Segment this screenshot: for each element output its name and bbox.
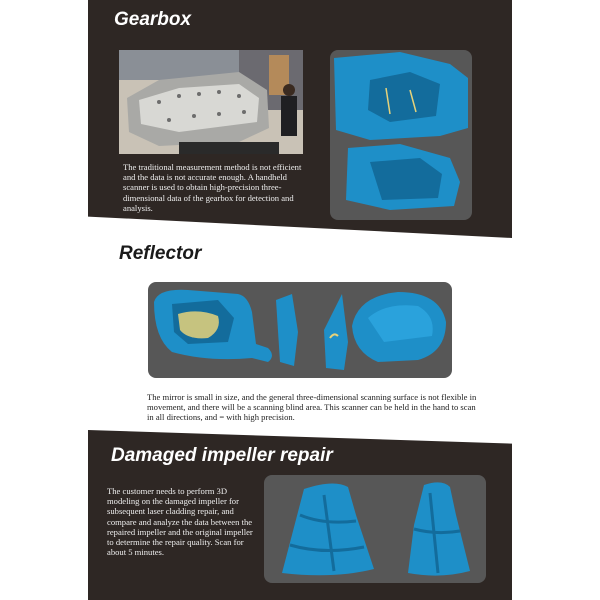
impeller-scan-model	[264, 475, 486, 583]
reflector-scan-panel	[148, 282, 452, 378]
gearbox-title: Gearbox	[114, 9, 192, 30]
reflector-description: The mirror is small in size, and the general three-dimensional scanning surface is not flexible in movement, and there will be a scanning blind area. This scanner can be held in the hand to scan in all directions, and = with high precision.	[147, 392, 477, 423]
impeller-description: The customer needs to perform 3D modeling on the damaged impeller for subsequent laser cladding repair, and compare and analyze the data between the repaired impeller and the original impeller to determine the repair quality. Scan for about 5 minutes.	[107, 486, 253, 558]
gearbox-scan-model	[330, 50, 472, 220]
impeller-title: Damaged impeller repair	[111, 445, 333, 466]
reflector-scan-model	[148, 282, 452, 378]
reflector-title: Reflector	[119, 243, 202, 264]
gearbox-photo	[119, 50, 303, 154]
impeller-scan-panel	[264, 475, 486, 583]
gearbox-description: The traditional measurement method is not efficient and the data is not accurate enough. A handheld scanner is used to obtain high-precision three-dimensional data of the gearbox for detection and analysis.	[123, 162, 302, 213]
gearbox-scan-panel	[330, 50, 472, 220]
